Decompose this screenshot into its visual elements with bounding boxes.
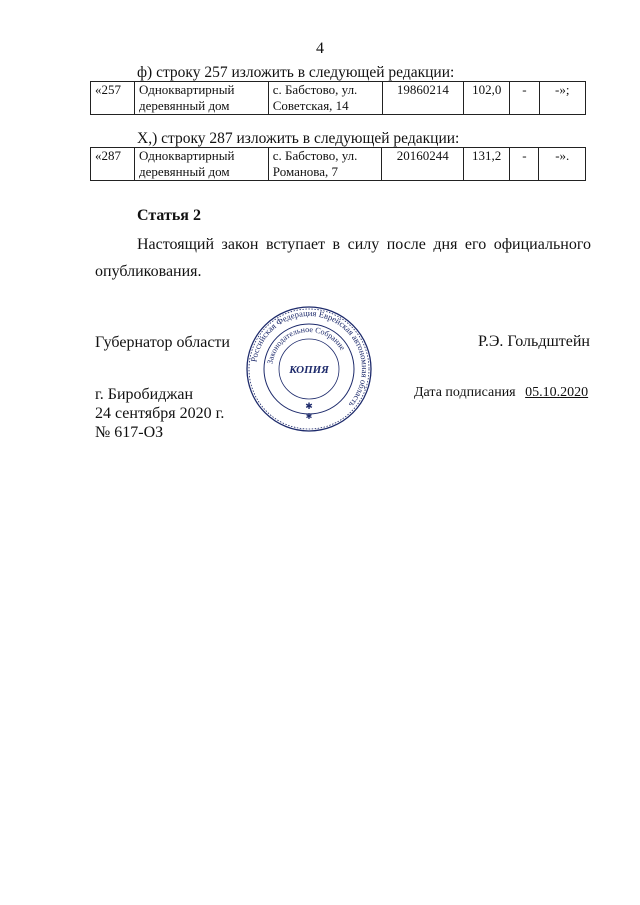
cell-dash: - — [510, 148, 539, 181]
article-text: Настоящий закон вступает в силу после дня его официального опубликования. — [95, 236, 591, 280]
governor-title: Губернатор области — [95, 334, 230, 351]
article-title: Статья 2 — [137, 207, 201, 224]
cell-address: с. Бабстово, ул. Романова, 7 — [268, 148, 382, 181]
cell-code: 19860214 — [382, 82, 464, 115]
page-number: 4 — [316, 40, 324, 57]
adoption-date: 24 сентября 2020 г. — [95, 405, 225, 422]
signing-block — [95, 385, 224, 442]
official-stamp — [245, 305, 373, 433]
table-row — [91, 82, 586, 115]
cell-code: 20160244 — [382, 148, 464, 181]
cell-area: 102,0 — [464, 82, 510, 115]
cell-address: с. Бабстово, ул. Советская, 14 — [268, 82, 382, 115]
cell-object-name: Одноквартирный деревянный дом — [135, 148, 269, 181]
signing-date-value: 05.10.2020 — [525, 385, 589, 400]
cell-object-name: Одноквартирный деревянный дом — [134, 82, 268, 115]
instruction-f: ф) строку 257 изложить в следующей редакции: — [137, 64, 455, 81]
stamp-seal-icon — [245, 305, 373, 433]
cell-end: -»; — [539, 82, 585, 115]
signing-date-label: Дата подписания — [414, 385, 516, 400]
star-icon: ✱ — [305, 402, 313, 412]
cell-number: «257 — [91, 82, 135, 115]
stamp-inner-text: Законодательное Собрание — [265, 324, 348, 365]
stamp-center-text: КОПИЯ — [289, 364, 329, 376]
city: г. Биробиджан — [95, 386, 194, 403]
cell-end: -». — [539, 148, 586, 181]
cell-area: 131,2 — [464, 148, 510, 181]
cell-dash: - — [510, 82, 539, 115]
governor-name: Р.Э. Гольдштейн — [477, 333, 590, 350]
table-row-257 — [90, 81, 586, 115]
signing-date-block — [414, 385, 588, 401]
stamp-outer-text: Российская Федерация Еврейская автономная область — [248, 307, 371, 410]
table-row — [91, 148, 586, 181]
instruction-x: Х,) строку 287 изложить в следующей редакции: — [137, 130, 460, 147]
law-number: № 617-ОЗ — [95, 424, 164, 441]
cell-number: «287 — [91, 148, 135, 181]
table-row-287 — [90, 147, 586, 181]
star-icon: ✱ — [305, 412, 313, 421]
